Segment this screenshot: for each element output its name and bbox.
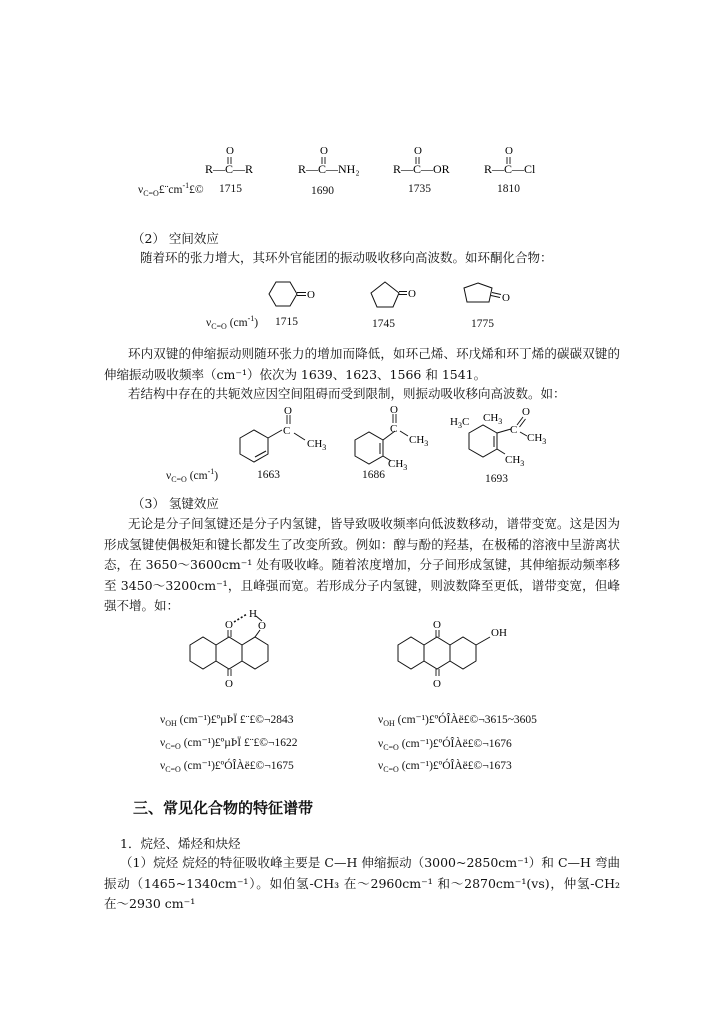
ester-value: 1735 xyxy=(408,183,431,195)
ketone-value: 1715 xyxy=(219,183,242,195)
svg-text:O: O xyxy=(225,678,233,690)
conj-value-3: 1693 xyxy=(485,473,508,485)
section2-intro: 随着环的张力增大，其环外官能团的振动吸收移向高波数。如环酮化合物： xyxy=(140,250,553,265)
svg-text:CH3: $CH_3$ xyxy=(388,458,408,472)
svg-text:O: O xyxy=(226,145,234,157)
svg-text:H3C: $H_3C$ xyxy=(450,416,470,430)
cyclohexanone-value: 1715 xyxy=(275,316,298,328)
cyclohexanone-ring xyxy=(269,282,315,306)
section2-heading: （2） 空间效应 xyxy=(132,231,219,246)
svg-text:R—C—Cl: R—C—Cl xyxy=(484,162,536,176)
ketone-structure xyxy=(205,145,253,176)
anthraquinone-structures xyxy=(180,605,540,705)
svg-text:R—C—R: R—C—R xyxy=(205,162,254,176)
svg-text:O: O xyxy=(433,619,441,631)
amide-structure xyxy=(298,145,360,176)
cyclohexenyl-methyl-ketone xyxy=(240,405,326,462)
svg-text:H: H xyxy=(249,608,257,620)
acyl-chloride-value: 1810 xyxy=(497,183,520,195)
subsection-heading: 1．烷烃、烯烃和炔烃 xyxy=(120,836,241,851)
svg-text:O: O xyxy=(522,406,530,418)
right-value-1: $\nu_{OH}$ (cm⁻¹)£ºÓÎÀë£©¬3615~3605 xyxy=(378,714,537,728)
svg-text:O: O xyxy=(390,405,398,416)
right-value-3: $\nu_{C=O}$ (cm⁻¹)£ºÓÎÀë£©¬1673 xyxy=(378,760,512,774)
amide-value: 1690 xyxy=(311,185,334,197)
row1-label: $\nu_{C=O}£¨cm^{-1}£©$ xyxy=(138,181,204,198)
trimethylcyclohexenyl-methyl-ketone xyxy=(450,406,546,468)
conj-freq-label: $\nu_{C=O}$ $(cm^{-1})$ xyxy=(166,467,219,484)
left-value-3: $\nu_{C=O}$ (cm⁻¹)£ºÓÎÀë£©¬1675 xyxy=(160,760,294,774)
svg-text:C: C xyxy=(283,425,291,437)
cyclopentanone-ring xyxy=(371,282,416,307)
svg-text:C: C xyxy=(510,424,518,436)
acyl-chloride-structure xyxy=(484,145,536,176)
svg-text:C: C xyxy=(390,423,398,435)
svg-text:O: O xyxy=(433,678,441,690)
svg-text:O: O xyxy=(505,145,513,157)
svg-text:O: O xyxy=(414,145,422,157)
hydroxyanthraquinone-intermolecular xyxy=(398,619,507,690)
section3-para: 无论是分子间氢键还是分子内氢键，皆导致吸收频率向低波数移动，谱带变宽。这是因为形成氢键使偶极矩和键长都发生了改变所致。例如：醇与酚的羟基，在极稀的溶液中呈游离状态，在 3650～3600cm⁻¹ 处有吸收峰。随着浓度增加，分子间形成氢键，其伸缩振动频率移至 3450～3200cm⁻¹，且峰强而宽。若形成分子内氢键，则波数降至更低，谱带变宽，但峰强不增。如： xyxy=(104,516,620,613)
svg-text:CH3: $CH_3$ xyxy=(483,412,503,426)
svg-text:O: O xyxy=(307,289,315,301)
left-value-2: $\nu_{C=O}$ (cm⁻¹)£ºµÞÏ £¨£©¬1622 xyxy=(160,737,298,751)
alkane-paragraph: （1）烷烃 烷烃的特征吸收峰主要是 C—H 伸缩振动（3000~2850cm⁻¹）和 C—H 弯曲振动（1465~1340cm⁻¹）。如伯氢-CH₃ 在～2960cm⁻¹ 和～2870cm⁻¹(vs)，仲氢-CH₂ 在～2930 cm⁻¹ xyxy=(104,855,620,911)
svg-text:O: O xyxy=(258,620,266,632)
left-value-1: $\nu_{OH}$ (cm⁻¹)£ºµÞÏ £¨£©¬2843 xyxy=(160,714,294,728)
svg-text:O: O xyxy=(284,405,292,417)
svg-text:OH: OH xyxy=(491,627,507,639)
svg-text:R—C—OR: R—C—OR xyxy=(393,162,450,176)
svg-text:CH3: $CH_3$ xyxy=(307,438,327,452)
cyclopentanone-value: 1745 xyxy=(372,318,395,330)
svg-text:O: O xyxy=(225,619,233,631)
cyclobutanone-value: 1775 xyxy=(471,318,494,330)
svg-text:O: O xyxy=(408,288,416,300)
svg-text:O: O xyxy=(502,292,510,304)
svg-text:CH3: $CH_3$ xyxy=(409,434,429,448)
hydroxyanthraquinone-intramolecular xyxy=(190,608,268,690)
section3-heading: （3） 氢键效应 xyxy=(132,496,219,511)
section-heading: 三、常见化合物的特征谱带 xyxy=(133,799,314,817)
cycloketone-structures xyxy=(260,274,530,324)
svg-text:R—C—NH₂: R—C—NH₂ xyxy=(298,162,360,176)
conj-value-1: 1663 xyxy=(257,469,280,481)
section2-para2: 若结构中存在的共轭效应因空间阻碍而受到限制，则振动吸收移向高波数。如： xyxy=(128,386,566,401)
section2-para1: 环内双键的伸缩振动则随环张力的增加而降低，如环己烯、环戊烯和环丁烯的碳碳双键的伸缩振动吸收频率（cm⁻¹）依次为 1639、1623、1566 和 1541。 xyxy=(104,346,620,382)
ester-structure xyxy=(393,145,450,176)
svg-text:CH3: $CH_3$ xyxy=(505,454,525,468)
svg-text:O: O xyxy=(320,145,328,157)
methylcyclohexenyl-methyl-ketone xyxy=(355,405,428,472)
ring-freq-label: $\nu_{C=O}$ $(cm^{-1})$ xyxy=(206,314,259,331)
right-value-2: $\nu_{C=O}$ (cm⁻¹)£ºÓÎÀë£©¬1676 xyxy=(378,738,512,752)
cyclobutanone-ring xyxy=(464,283,510,304)
svg-text:CH3: $CH_3$ xyxy=(527,432,547,446)
conj-value-2: 1686 xyxy=(362,469,385,481)
